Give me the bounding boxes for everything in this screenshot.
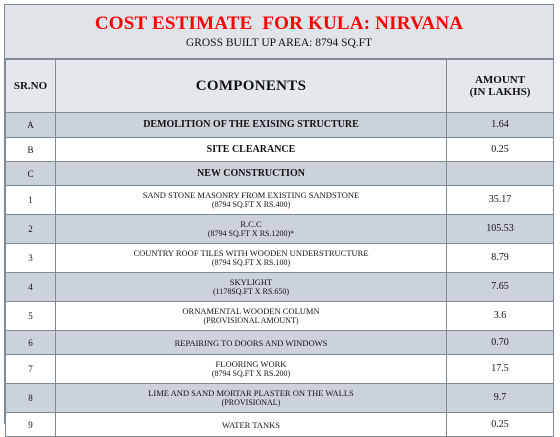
row-component-label: LIME AND SAND MORTAR PLASTER ON THE WALLS: [148, 388, 354, 398]
row-component-label: SAND STONE MASONRY FROM EXISTING SANDSTONE: [142, 190, 360, 200]
table-row: [6, 186, 554, 215]
row-amount: [447, 162, 554, 186]
row-amount: 9.7: [447, 384, 554, 413]
row-component-label: R.C.C: [240, 219, 262, 229]
row-component-note: (PROVISIONAL AMOUNT): [203, 316, 299, 325]
row-component: [56, 138, 447, 162]
row-sr-no: 9: [6, 413, 56, 437]
row-component: [56, 302, 447, 331]
row-component-label: DEMOLITION OF THE EXISING STRUCTURE: [143, 119, 359, 130]
row-sr-no: 5: [6, 302, 56, 331]
row-component: [56, 331, 447, 355]
row-sr-no: 8: [6, 384, 56, 413]
row-component-label: SKYLIGHT: [229, 277, 273, 287]
row-amount: 17.5: [447, 355, 554, 384]
row-amount: 0.25: [447, 413, 554, 437]
row-component-note: (1178SQ.FT X RS.650): [212, 287, 289, 296]
title-block: [5, 5, 553, 59]
row-component-label: FLOORING WORK: [215, 359, 287, 369]
row-sr-no: 1: [6, 186, 56, 215]
row-sr-no: 3: [6, 244, 56, 273]
row-component: [56, 413, 447, 437]
row-component: [56, 113, 447, 138]
row-component-note: (PROVISIONAL): [221, 398, 281, 407]
row-sr-no: B: [6, 138, 56, 162]
row-component-label: WATER TANKS: [222, 419, 280, 430]
header-amount-line1: AMOUNT: [474, 74, 526, 86]
row-component-label: ORNAMENTAL WOODEN COLUMN: [182, 306, 320, 316]
row-component-note: (8794 SQ.FT X RS.200): [211, 369, 291, 378]
table-row: [6, 215, 554, 244]
row-component-label: COUNTRY ROOF TILES WITH WOODEN UNDERSTRUCTURE: [133, 248, 369, 258]
row-component: [56, 273, 447, 302]
row-component-label: SITE CLEARANCE: [206, 143, 296, 155]
table-row: [6, 244, 554, 273]
row-component-note: (8794 SQ.FT X RS.400): [211, 200, 291, 209]
row-component-note: (8794 SQ.FT X RS.1200)*: [207, 229, 295, 238]
table-row: [6, 355, 554, 384]
table-row: [6, 302, 554, 331]
row-component: [56, 162, 447, 186]
table-row: [6, 331, 554, 355]
row-amount: 35.17: [447, 186, 554, 215]
table-row: [6, 413, 554, 437]
row-component-label: REPAIRING TO DOORS AND WINDOWS: [174, 337, 328, 348]
estimate-slide: [4, 4, 554, 430]
row-component: [56, 244, 447, 273]
table-header-row: [6, 60, 554, 113]
row-amount: 3.6: [447, 302, 554, 331]
row-amount: 0.70: [447, 331, 554, 355]
header-amount-line2: (IN LAKHS): [469, 86, 531, 98]
row-component-label: NEW CONSTRUCTION: [197, 167, 305, 179]
row-sr-no: 7: [6, 355, 56, 384]
header-amount: [447, 60, 554, 113]
row-component: [56, 384, 447, 413]
row-component: [56, 215, 447, 244]
row-component: [56, 355, 447, 384]
page-subtitle: GROSS BUILT UP AREA: 8794 SQ.FT: [185, 37, 373, 49]
row-component-note: (8794 SQ.FT X RS.100): [211, 258, 291, 267]
row-amount: 1.64: [447, 113, 554, 138]
row-sr-no: 6: [6, 331, 56, 355]
table-row: [6, 113, 554, 138]
table-row: [6, 273, 554, 302]
table-row: [6, 162, 554, 186]
row-amount: 105.53: [447, 215, 554, 244]
row-amount: 8.79: [447, 244, 554, 273]
row-sr-no: 2: [6, 215, 56, 244]
table-row: [6, 138, 554, 162]
row-sr-no: C: [6, 162, 56, 186]
page-title: COST ESTIMATE FOR KULA: NIRVANA: [94, 13, 464, 34]
row-sr-no: A: [6, 113, 56, 138]
row-amount: 0.25: [447, 138, 554, 162]
row-amount: 7.65: [447, 273, 554, 302]
row-sr-no: 4: [6, 273, 56, 302]
header-sr-no: SR.NO: [6, 60, 56, 113]
cost-table: [5, 59, 554, 437]
table-row: [6, 384, 554, 413]
header-components: COMPONENTS: [56, 60, 447, 113]
row-component: [56, 186, 447, 215]
